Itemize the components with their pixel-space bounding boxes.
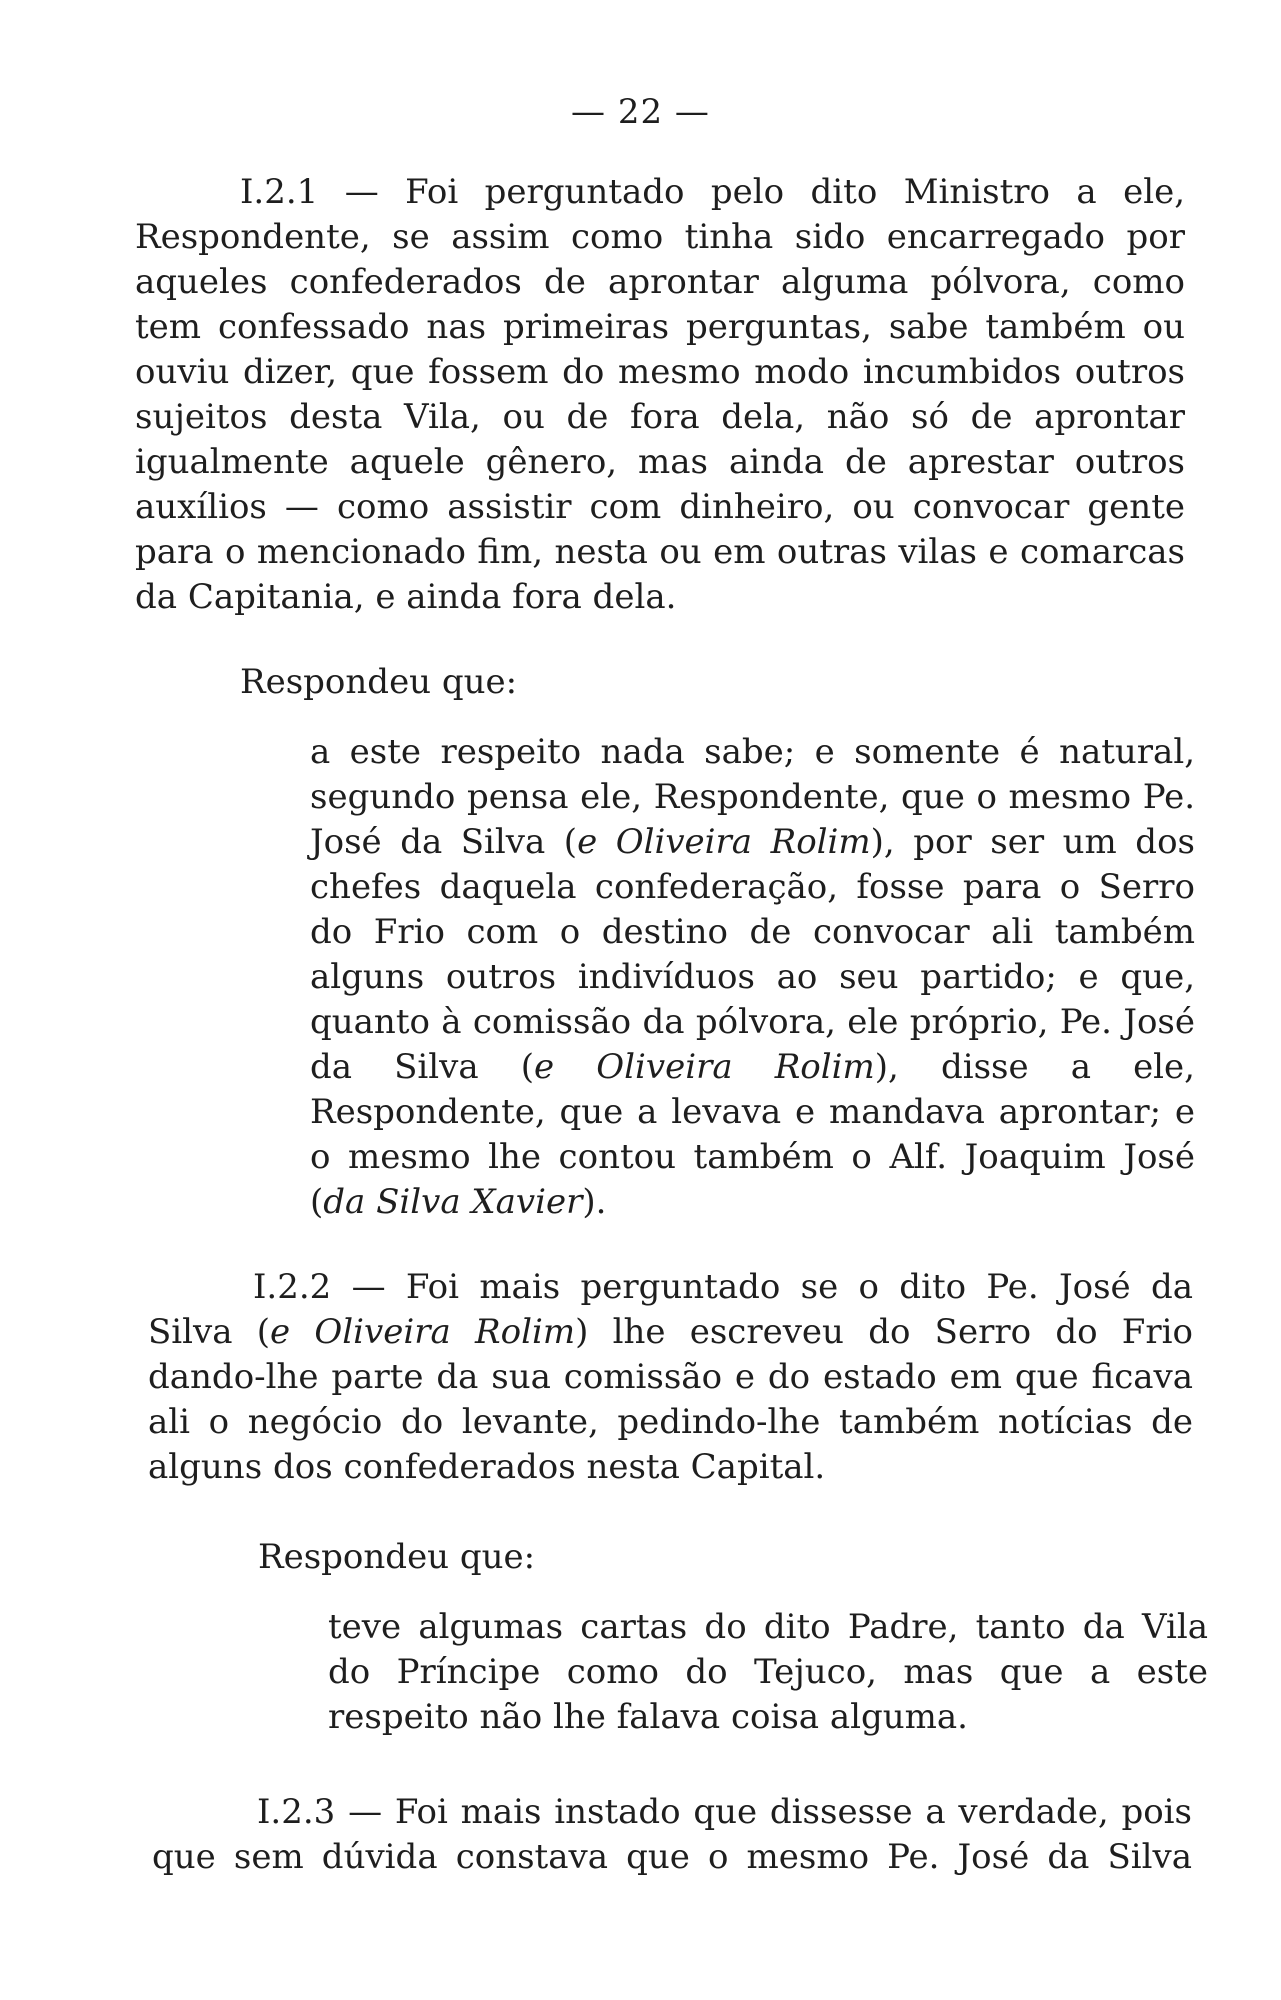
answer-text: teve algumas cartas do dito Padre, tanto da Vila do Príncipe como do Tejuco, mas que a este respeito não lhe falava coisa alguma. (328, 1607, 1208, 1737)
question-text: ) lhe escreveu do Serro do Frio dando-lhe parte da sua comissão e do estado em que ficava ali o negócio do levante, pedindo-lhe também notícias de alguns dos confederados nesta Capital. (148, 1312, 1193, 1487)
question-1-2-3 (152, 1790, 1192, 1880)
response-label-1: Respondeu que: (240, 662, 518, 702)
page-number: — 22 — (571, 92, 710, 132)
question-1-2-2 (148, 1265, 1193, 1490)
question-text: I.2.3 — Foi mais instado que dissesse a verdade, pois que sem dúvida constava que o mesmo Pe. José da Silva (152, 1792, 1192, 1877)
response-label-2: Respondeu que: (258, 1537, 536, 1577)
question-text: I.2.2 — Foi mais perguntado se o dito Pe. José da Silva ( (148, 1267, 1193, 1352)
answer-1-2-1 (310, 730, 1195, 1225)
question-text: I.2.1 — Foi perguntado pelo dito Ministro a ele, Respondente, se assim como tinha sido encarregado por aqueles confederados de aprontar alguma pólvora, como tem confessado nas primeiras perguntas, sabe também ou ouviu dizer, que fossem do mesmo modo incumbidos outros sujeitos desta Vila, ou de fora dela, não só de aprontar igualmente aquele gênero, mas ainda de aprestar outros auxílios — como assistir com dinheiro, ou convocar gente para o mencionado fim, nesta ou em outras vilas e comarcas da Capitania, e ainda fora dela. (135, 172, 1185, 617)
answer-italic: da Silva Xavier (323, 1182, 583, 1222)
answer-text: ). (582, 1182, 607, 1222)
answer-1-2-2 (328, 1605, 1208, 1740)
question-1-2-1 (135, 170, 1185, 620)
question-italic: e Oliveira Rolim (270, 1312, 576, 1352)
answer-italic: e Oliveira Rolim (534, 1047, 875, 1087)
answer-text: ), por ser um dos chefes daquela confederação, fosse para o Serro do Frio com o destino de convocar ali também alguns outros indivíduos ao seu partido; e que, quanto à comissão da pólvora, ele próprio, Pe. José da Silva ( (310, 822, 1195, 1087)
answer-text: ), disse a ele, Respondente, que a levava e mandava aprontar; e o mesmo lhe contou também o Alf. Joaquim José ( (310, 1047, 1195, 1222)
answer-italic: e Oliveira Rolim (577, 822, 871, 862)
answer-text: a este respeito nada sabe; e somente é natural, segundo pensa ele, Respondente, que o mesmo Pe. José da Silva ( (310, 732, 1195, 862)
